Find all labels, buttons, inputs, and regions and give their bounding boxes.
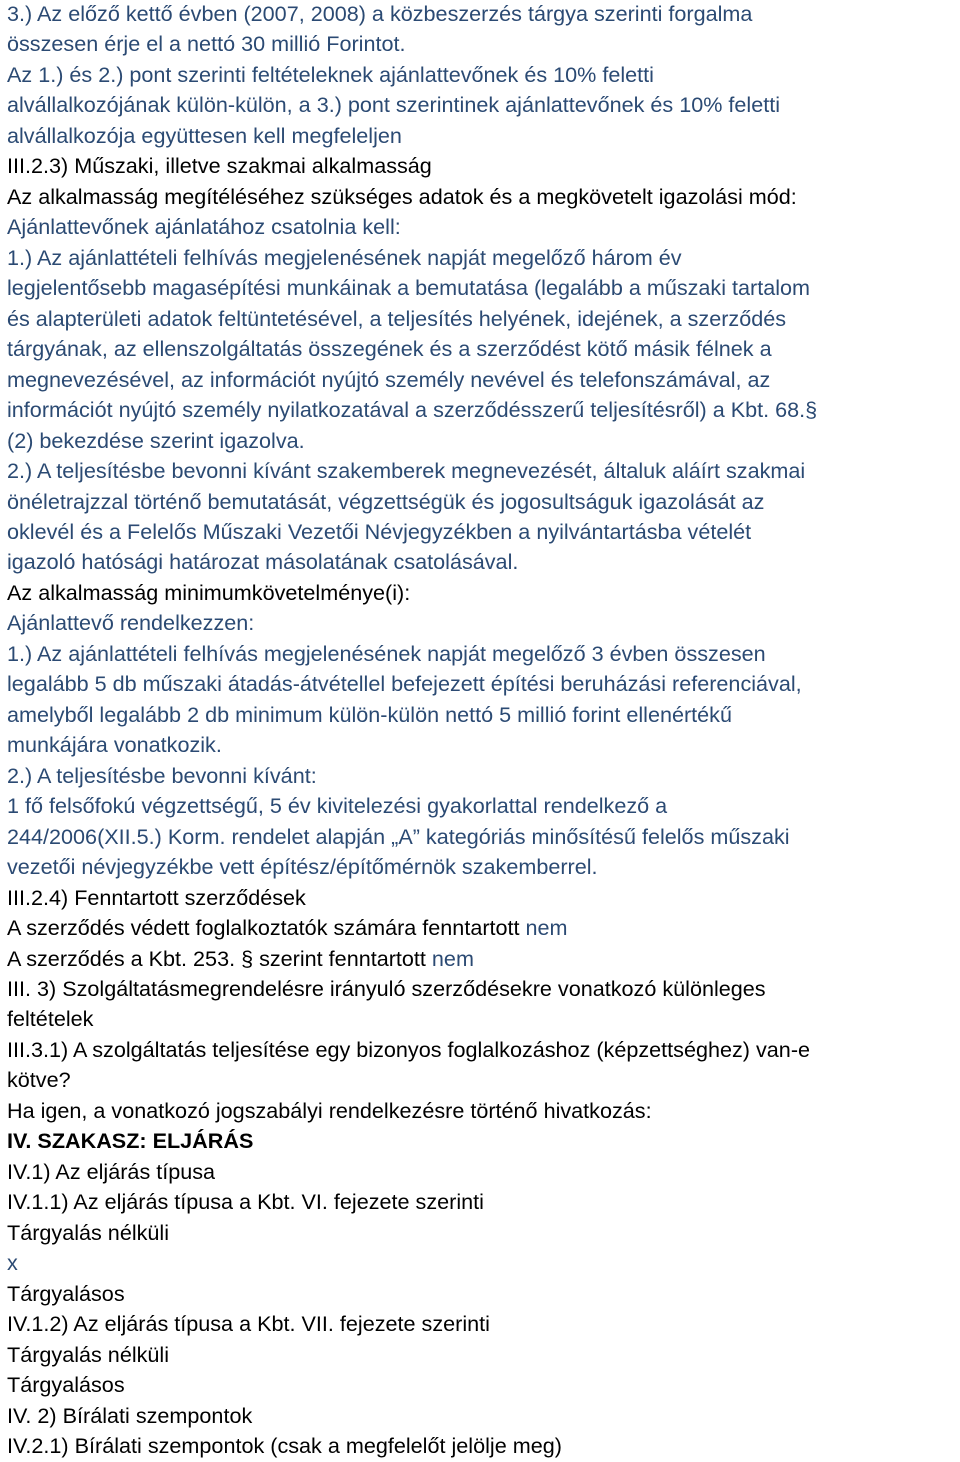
text-line (7, 944, 955, 974)
value-text: nem (525, 915, 568, 941)
text-line: IV.1.1) Az eljárás típusa a Kbt. VI. fejezete szerinti (7, 1189, 484, 1215)
section-heading: III.2.3) Műszaki, illetve szakmai alkalmasság (7, 153, 432, 179)
text-line: alvállalkozójának külön-külön, a 3.) pont szerintinek ajánlattevőnek és 10% feletti (7, 92, 781, 118)
text-line: III.3.1) A szolgáltatás teljesítése egy bizonyos foglalkozáshoz (képzettséghez) van-e (7, 1036, 811, 1062)
text-line: 1.) Az ajánlattételi felhívás megjelenésének napját megelőző három év (7, 244, 682, 270)
text-line: oklevél és a Felelős Műszaki Vezetői Névjegyzékben a nyilvántartásba vételét (7, 518, 752, 544)
text-line: IV.1.2) Az eljárás típusa a Kbt. VII. fejezete szerinti (7, 1311, 490, 1337)
text-line: feltételek (7, 1006, 94, 1032)
text-line: IV.2.1) Bírálati szempontok (csak a megfelelőt jelölje meg) (7, 1433, 562, 1459)
text-line: összesen érje el a nettó 30 millió Forintot. (7, 31, 406, 57)
text-line: 2.) A teljesítésbe bevonni kívánt: (7, 762, 317, 788)
option-label: Tárgyalás nélküli (7, 1341, 170, 1367)
text-line: és alapterületi adatok feltüntetésével, a teljesítés helyének, idejének, a szerződés (7, 305, 787, 331)
text-line: legalább 5 db műszaki átadás-átvétellel befejezett építési beruházási referenciával, (7, 671, 802, 697)
text-line: Az alkalmasság minimumkövetelménye(i): (7, 579, 411, 605)
section-heading: III. 3) Szolgáltatásmegrendelésre irányuló szerződésekre vonatkozó különleges (7, 976, 766, 1001)
text-line: (2) bekezdése szerint igazolva. (7, 427, 305, 453)
selection-mark: x (7, 1250, 18, 1276)
option-label: Tárgyalásos (7, 1372, 125, 1398)
document-body (7, 0, 955, 1462)
text-line: 3.) Az előző kettő évben (2007, 2008) a közbeszerzés tárgya szerinti forgalma (7, 1, 753, 26)
text-line: tárgyának, az ellenszolgáltatás összegének és a szerződést kötő másik félnek a (7, 336, 772, 362)
text-line: Az alkalmasság megítéléséhez szükséges adatok és a megkövetelt igazolási mód: (7, 183, 797, 209)
text-line: Ajánlattevőnek ajánlatához csatolnia kell: (7, 214, 401, 240)
text-line: kötve? (7, 1067, 71, 1093)
text-line: alvállalkozója együttesen kell megfeleljen (7, 122, 402, 148)
text-line: munkájára vonatkozik. (7, 732, 222, 758)
section-heading: III.2.4) Fenntartott szerződések (7, 884, 306, 910)
text-segment: A szerződés a Kbt. 253. § szerint fenntartott (7, 945, 432, 971)
text-line: 2.) A teljesítésbe bevonni kívánt szakemberek megnevezését, általuk aláírt szakmai (7, 458, 806, 484)
text-line: 1.) Az ajánlattételi felhívás megjelenésének napját megelőző 3 évben összesen (7, 640, 766, 666)
section-title: IV. SZAKASZ: ELJÁRÁS (7, 1128, 254, 1154)
text-line: vezetői névjegyzékbe vett építész/építőmérnök szakemberrel. (7, 854, 598, 880)
text-line: igazoló hatósági határozat másolatának csatolásával. (7, 549, 519, 575)
text-line: megnevezésével, az információt nyújtó személy nevével és telefonszámával, az (7, 366, 771, 392)
text-line: Ajánlattevő rendelkezzen: (7, 610, 255, 636)
text-line: Ha igen, a vonatkozó jogszabályi rendelkezésre történő hivatkozás: (7, 1097, 652, 1123)
value-text: nem (431, 945, 474, 971)
section-heading: IV.1) Az eljárás típusa (7, 1158, 216, 1184)
text-segment: A szerződés védett foglalkoztatók számára fenntartott (7, 915, 526, 941)
text-line: Az 1.) és 2.) pont szerinti feltételeknek ajánlattevőnek és 10% feletti (7, 61, 654, 87)
text-line: legjelentősebb magasépítési munkáinak a bemutatása (legalább a műszaki tartalom (7, 275, 811, 301)
option-label: Tárgyalásos (7, 1280, 125, 1306)
option-label: Tárgyalás nélküli (7, 1219, 170, 1245)
text-line: amelyből legalább 2 db minimum külön-külön nettó 5 millió forint ellenértékű (7, 701, 732, 727)
text-line: információt nyújtó személy nyilatkozatával a szerződésszerű teljesítésről) a Kbt. 68.§ (7, 397, 818, 423)
text-line: 244/2006(XII.5.) Korm. rendelet alapján „A” kategóriás minősítésű felelős műszaki (7, 823, 790, 849)
text-line: 1 fő felsőfokú végzettségű, 5 év kivitelezési gyakorlattal rendelkező a (7, 793, 668, 819)
text-line (7, 913, 955, 943)
text-line: önéletrajzzal történő bemutatását, végzettségük és jogosultságuk igazolását az (7, 488, 765, 514)
section-heading: IV. 2) Bírálati szempontok (7, 1402, 253, 1428)
